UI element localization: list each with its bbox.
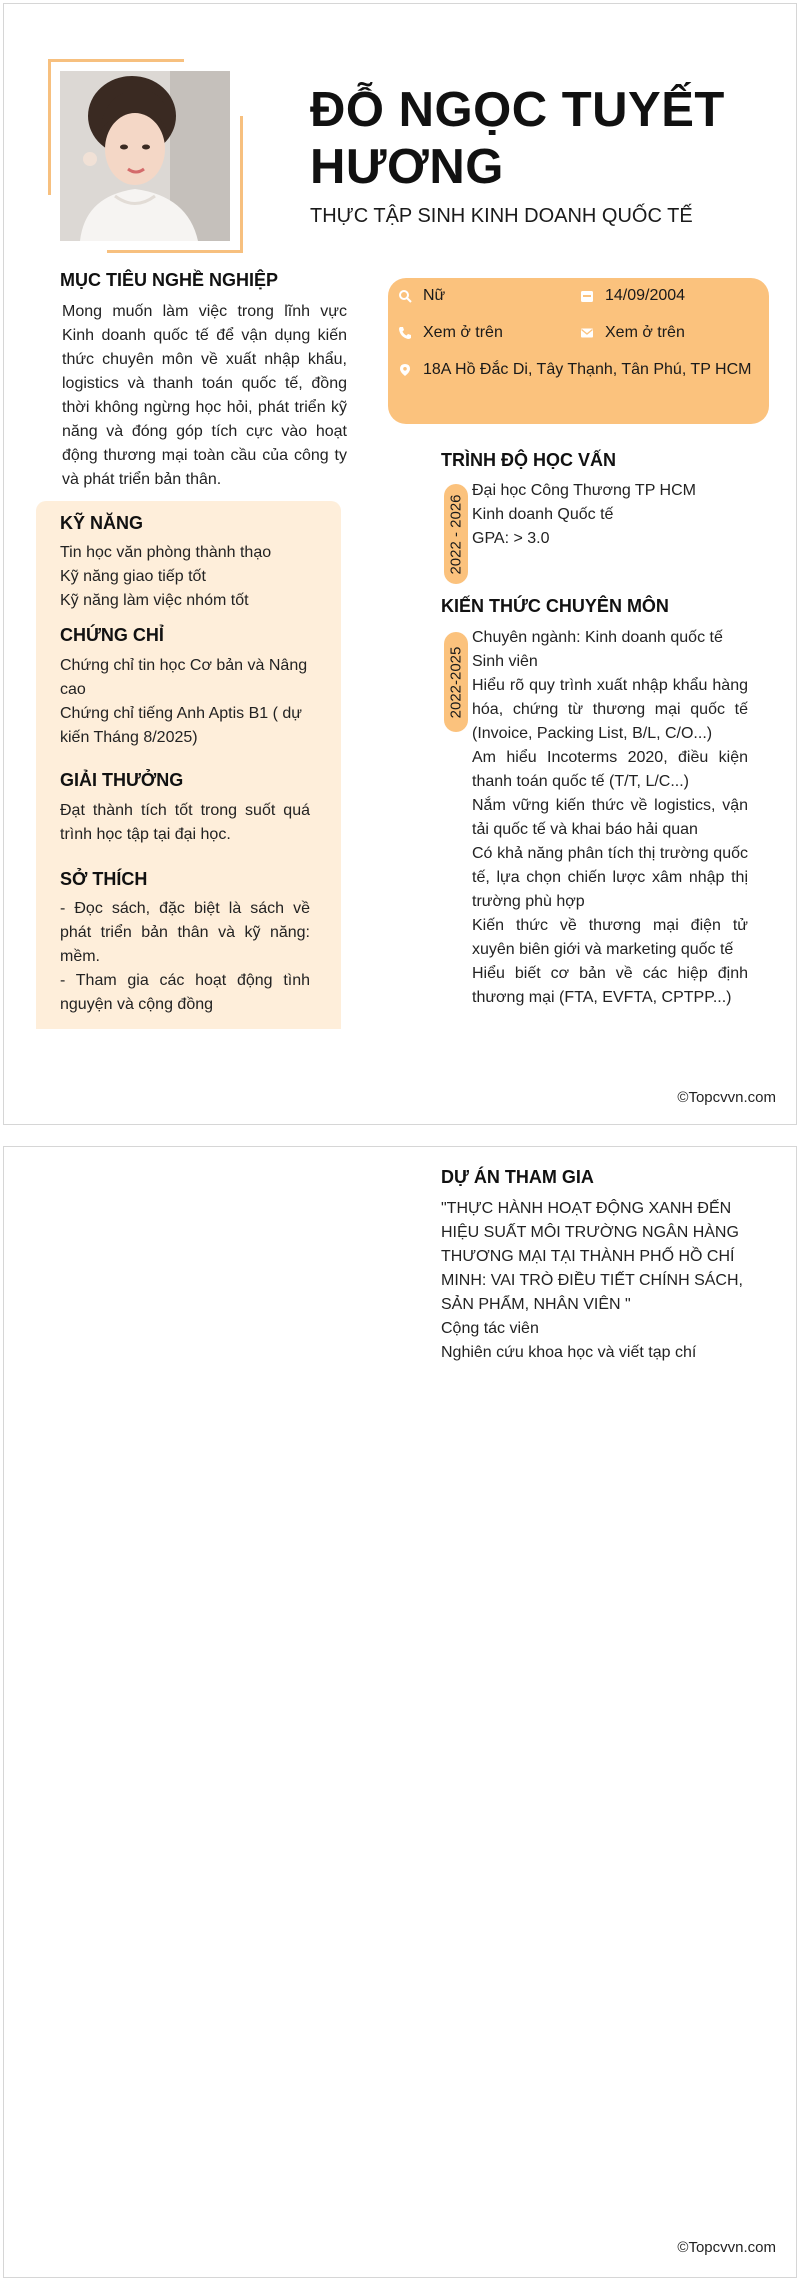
projects-heading: DỰ ÁN THAM GIA xyxy=(441,1167,594,1187)
cv-page-2 xyxy=(3,1146,797,2278)
education-period: 2022 - 2026 xyxy=(447,493,465,575)
expertise-item: Hiểu rõ quy trình xuất nhập khẩu hàng hóa, chứng từ thương mại quốc tế (Invoice, Packing List, B/L, C/O...) xyxy=(472,677,748,742)
project-type: Nghiên cứu khoa học và viết tạp chí xyxy=(441,1344,697,1361)
location-pin-icon xyxy=(398,363,412,377)
expertise-details xyxy=(472,626,748,1010)
hobby-item: - Tham gia các hoạt động tình nguyện và cộng đồng xyxy=(60,972,310,1013)
email-item xyxy=(580,324,685,342)
skill-item: Tin học văn phòng thành thạo xyxy=(60,544,272,561)
skill-item: Kỹ năng giao tiếp tốt xyxy=(60,568,206,585)
objective-text: Mong muốn làm việc trong lĩnh vực Kinh doanh quốc tế để vận dụng kiến thức chuyên môn về xuất nhập khẩu, logistics và thanh toán quốc tế, đồng thời không ngừng học hỏi, phát triển kỹ năng và đóng góp tích cực vào hoạt động thương mại toàn cầu của công ty và phát triển bản thân. xyxy=(62,303,347,488)
certificate-item: Chứng chỉ tin học Cơ bản và Nâng cao xyxy=(60,657,308,698)
hobbies-list xyxy=(60,897,310,1017)
candidate-name: ĐỖ NGỌC TUYẾT HƯƠNG xyxy=(310,83,725,194)
calendar-icon xyxy=(580,289,594,303)
contact-info-box xyxy=(388,278,769,424)
gender-icon xyxy=(398,289,412,303)
expertise-field: Chuyên ngành: Kinh doanh quốc tế xyxy=(472,629,723,646)
award-item: Đạt thành tích tốt trong suốt quá trình học tập tại đại học. xyxy=(60,802,310,843)
expertise-period-pill xyxy=(444,632,468,732)
footer-credit: ©Topcvvn.com xyxy=(677,1089,776,1106)
education-period-pill xyxy=(444,484,468,584)
expertise-item: Có khả năng phân tích thị trường quốc tế, lựa chọn chiến lược xâm nhập thị trường phù hợp xyxy=(472,845,748,910)
education-major: Kinh doanh Quốc tế xyxy=(472,506,614,523)
education-school: Đại học Công Thương TP HCM xyxy=(472,482,696,499)
certificates-list xyxy=(60,654,310,750)
education-details xyxy=(472,479,762,551)
mail-icon xyxy=(580,326,594,340)
address-item xyxy=(398,361,751,379)
project-name: "THỰC HÀNH HOẠT ĐỘNG XANH ĐẾN HIỆU SUẤT MÔI TRƯỜNG NGÂN HÀNG THƯƠNG MẠI TẠI THÀNH PHỐ HỒ CHÍ MINH: VAI TRÒ ĐIỀU TIẾT CHÍNH SÁCH, SẢN PHẨM, NHÂN VIÊN " xyxy=(441,1200,743,1313)
expertise-role: Sinh viên xyxy=(472,653,538,670)
expertise-heading: KIẾN THỨC CHUYÊN MÔN xyxy=(441,596,669,616)
footer-credit: ©Topcvvn.com xyxy=(677,2239,776,2256)
hobbies-heading: SỞ THÍCH xyxy=(60,869,148,889)
certificate-item: Chứng chỉ tiếng Anh Aptis B1 ( dự kiến Tháng 8/2025) xyxy=(60,705,303,746)
left-side-panel xyxy=(36,501,341,1029)
hobby-item: - Đọc sách, đặc biệt là sách về phát triển bản thân và kỹ năng: mềm. xyxy=(60,900,310,965)
phone-icon xyxy=(398,326,412,340)
awards-list xyxy=(60,799,310,847)
photo-frame-top xyxy=(48,59,184,62)
birthday-value: 14/09/2004 xyxy=(605,287,686,304)
expertise-item: Am hiểu Incoterms 2020, điều kiện thanh toán quốc tế (T/T, L/C...) xyxy=(472,749,748,790)
address-value: 18A Hồ Đắc Di, Tây Thạnh, Tân Phú, TP HCM xyxy=(423,361,752,378)
cv-page-1 xyxy=(3,3,797,1125)
projects-details xyxy=(441,1197,765,1365)
skill-item: Kỹ năng làm việc nhóm tốt xyxy=(60,592,249,609)
email-value: Xem ở trên xyxy=(605,324,685,341)
gender-item xyxy=(398,287,445,305)
project-role: Cộng tác viên xyxy=(441,1320,539,1337)
expertise-item: Kiến thức về thương mại điện tử xuyên biên giới và marketing quốc tế xyxy=(472,917,748,958)
education-gpa: GPA: > 3.0 xyxy=(472,530,550,547)
education-heading: TRÌNH ĐỘ HỌC VẤN xyxy=(441,450,616,470)
certificates-heading: CHỨNG CHỈ xyxy=(60,625,164,645)
objective-heading: MỤC TIÊU NGHỀ NGHIỆP xyxy=(60,270,279,290)
candidate-job-title: THỰC TẬP SINH KINH DOANH QUỐC TẾ xyxy=(310,205,693,227)
gender-value: Nữ xyxy=(423,287,446,304)
expertise-period: 2022-2025 xyxy=(447,646,465,718)
photo-frame-bottom xyxy=(107,250,243,253)
phone-value: Xem ở trên xyxy=(423,324,503,341)
photo-frame-left xyxy=(48,59,51,195)
expertise-item: Hiểu biết cơ bản về các hiệp định thương mại (FTA, EVFTA, CPTPP...) xyxy=(472,965,748,1006)
skills-list xyxy=(60,541,310,613)
skills-heading: KỸ NĂNG xyxy=(60,513,144,533)
profile-photo xyxy=(60,71,230,241)
expertise-item: Nắm vững kiến thức về logistics, vận tải quốc tế và khai báo hải quan xyxy=(472,797,748,838)
phone-item xyxy=(398,324,503,342)
birthday-item xyxy=(580,287,685,305)
photo-frame-right xyxy=(240,116,243,252)
awards-heading: GIẢI THƯỞNG xyxy=(60,770,184,790)
